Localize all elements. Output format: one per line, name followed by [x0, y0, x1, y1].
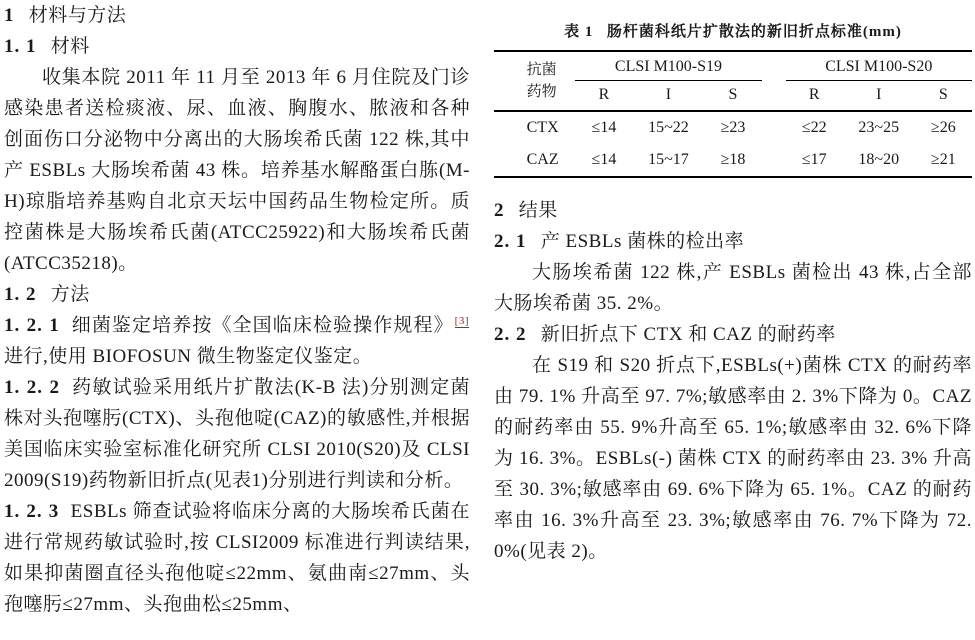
sub-header-i: I [633, 81, 705, 112]
section-number: 2. 1 [494, 231, 527, 252]
cell-value: ≤22 [801, 119, 827, 136]
paragraph-2-2: 在 S19 和 S20 折点下,ESBLs(+)菌株 CTX 的耐药率由 79. 1% 升高至 97. 7%;敏感率由 2. 3%下降为 0。CAZ 的耐药率由 55. 9%升高至 65. 1%;敏感率由 32. 6%下降为 16. 3%。ESBLs(-) 菌株 CTX 的耐药率由 23. 3% 升高至 30. 3%;敏感率由 69. 6%下降为 65. 1%。CAZ 的耐药率由 16. 3%升高至 23. 3%;敏感率由 76. 7%下降为 72. 0%(见表 2)。 [494, 355, 972, 562]
table-caption-text: 肠杆菌科纸片扩散法的新旧折点标准(mm) [606, 24, 902, 40]
left-column [4, 0, 470, 620]
column-header-drug [494, 51, 575, 111]
cell-value: ≥23 [720, 119, 746, 136]
paragraph-text: 药敏试验采用纸片扩散法(K-B 法)分别测定菌株对头孢噻肟(CTX)、头孢他啶(CAZ)的敏感性,并根据美国临床实验室标准化研究所 CLSI 2010(S20)及 CLSI 2009(S19)药物新旧折点(见表1)分别进行判读和分析。 [4, 377, 470, 491]
group-header-s20: CLSI M100-S20 [786, 51, 972, 81]
sub-header-r: R [786, 81, 843, 112]
cell-value: ≥18 [720, 151, 746, 168]
right-column [494, 0, 972, 567]
section-heading-2-1 [494, 226, 972, 257]
paragraph-text: 进行,使用 BIOFOSUN 微生物鉴定仪鉴定。 [4, 346, 373, 367]
section-number: 2 [494, 200, 505, 221]
sub-header-i: I [843, 81, 915, 112]
paragraph-1-2-2 [4, 372, 470, 496]
section-heading-2 [494, 195, 972, 226]
section-number: 1. 2. 1 [4, 315, 60, 336]
section-title: 材料与方法 [28, 5, 127, 26]
cell-value: ≤14 [591, 151, 617, 168]
sub-header-s: S [704, 81, 761, 112]
cell-value: ≤17 [801, 151, 827, 168]
breakpoint-table [494, 50, 972, 178]
cell-gap [762, 111, 786, 144]
cell-value: 15~22 [648, 119, 689, 136]
paragraph-materials: 收集本院 2011 年 11 月至 2013 年 6 月住院及门诊感染患者送检痰液、尿、血液、胸腹水、脓液和各种创面伤口分泌物中分离出的大肠埃希氏菌 122 株,其中产 ESBLs 大肠埃希菌 43 株。培养基水解酪蛋白胨(M-H)琼脂培养基购自北京天坛中国药品生物检定所。质控菌株是大肠埃希氏菌(ATCC25922)和大肠埃希氏菌(ATCC35218)。 [4, 67, 470, 274]
paragraph-text: 细菌鉴定培养按《全国临床检验操作规程》 [71, 315, 454, 336]
section-title: 方法 [50, 284, 90, 305]
paragraph-2-1: 大肠埃希菌 122 株,产 ESBLs 菌检出 43 株,占全部大肠埃希菌 35. 2%。 [494, 262, 972, 314]
paragraph-1-2-1 [4, 310, 470, 372]
cell-gap [762, 144, 786, 177]
sub-header-s: S [915, 81, 972, 112]
paragraph-1-2-3 [4, 496, 470, 620]
cell-value: ≥21 [930, 151, 956, 168]
section-number: 1. 1 [4, 36, 37, 57]
section-title: 材料 [50, 36, 90, 57]
group-gap [762, 51, 786, 111]
table-1-block [494, 20, 972, 178]
section-title: 结果 [518, 200, 558, 221]
column-header-drug-line2: 药物 [526, 84, 557, 100]
section-number: 2. 2 [494, 324, 527, 345]
section-heading-1-2 [4, 279, 470, 310]
table-row-caz [494, 144, 972, 177]
section-heading-1-1 [4, 31, 470, 62]
section-title: 新旧折点下 CTX 和 CAZ 的耐药率 [540, 324, 836, 345]
cell-value: 18~20 [858, 151, 900, 168]
section-title: 产 ESBLs 菌株的检出率 [540, 231, 745, 252]
cell-value: 23~25 [858, 119, 900, 136]
paragraph-text: ESBLs 筛查试验将临床分离的大肠埃希氏菌在进行常规药敏试验时,按 CLSI2009 标准进行判读结果,如果抑菌圈直径头孢他啶≤22mm、氨曲南≤27mm、头孢噻肟≤27mm、头孢曲松≤25mm、 [4, 501, 471, 615]
cell-value: ≤14 [591, 119, 617, 136]
cell-value: 15~17 [648, 151, 689, 168]
section-number: 1. 2. 2 [4, 377, 60, 398]
table-caption [494, 20, 972, 41]
cell-drug: CAZ [526, 151, 559, 168]
table-group-header-row [494, 51, 972, 81]
sub-header-r: R [575, 81, 632, 112]
table-caption-label: 表 1 [564, 24, 594, 40]
section-heading-1 [4, 0, 470, 31]
section-heading-2-2 [494, 319, 972, 350]
section-number: 1. 2. 3 [4, 501, 60, 522]
section-number: 1. 2 [4, 284, 37, 305]
group-header-s19: CLSI M100-S19 [575, 51, 761, 81]
section-number: 1 [4, 5, 15, 26]
cell-drug: CTX [526, 119, 559, 136]
citation-reference-3[interactable]: [3] [454, 314, 469, 327]
cell-value: ≥26 [930, 119, 956, 136]
column-header-drug-line1: 抗菌 [526, 62, 557, 78]
table-row-ctx [494, 111, 972, 144]
